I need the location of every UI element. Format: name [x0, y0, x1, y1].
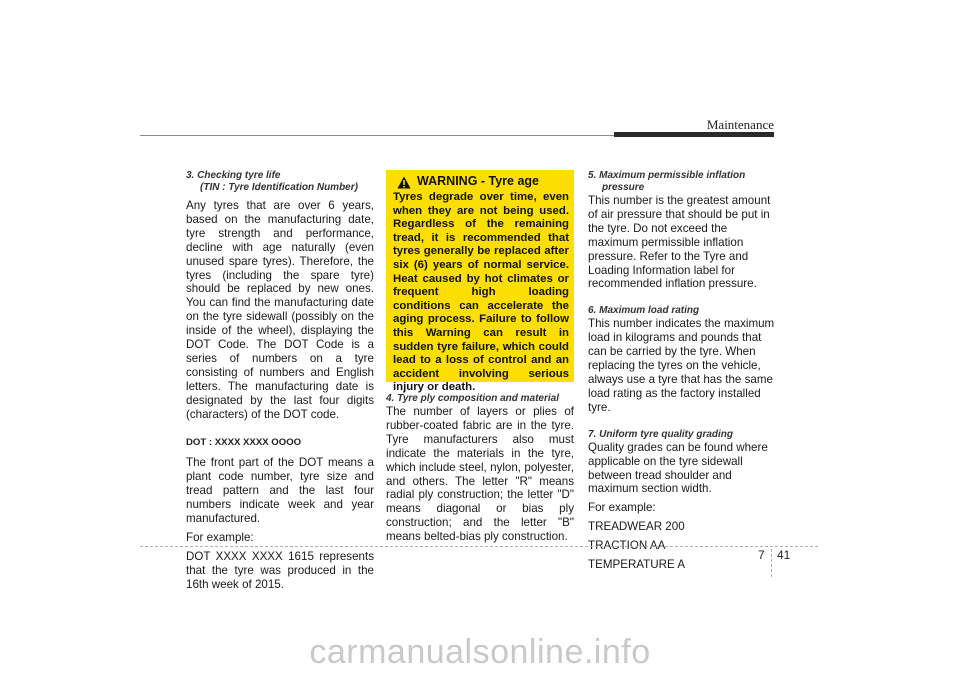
page-number: 41	[777, 548, 791, 562]
chapter-number: 7	[758, 548, 765, 562]
warning-body: Tyres degrade over time, even when they are not being used. Regardless of the remaining tread, it is recommended that tyres generally be replaced after six (6) years of normal service. Heat caused by hot climates or frequent high loading conditions can accelerate the aging process. Failure to follow this Warning can result in sudden tyre failure, which could lead to a loss of control and an accident involving serious injury or death.	[393, 191, 569, 394]
page-number-separator	[771, 549, 772, 577]
paragraph: This number indicates the maximum load in kilograms and pounds that can be carried by the tyre. When replacing the tyres on the vehicle, always use a tyre that has the same load rating as the factory installed tyre.	[588, 317, 775, 414]
watermark: carmanualsonline.info	[309, 633, 651, 671]
paragraph: Quality grades can be found where applicable on the tyre sidewall between tread shoulder and maximum section width.	[588, 440, 768, 496]
grading-line: TEMPERATURE A	[588, 558, 686, 572]
paragraph: For example:	[186, 530, 254, 544]
paragraph: The number of layers or plies of rubber-coated fabric are in the tyre. Tyre manufacturers also must indicate the materials in the tyre, which include steel, nylon, polyester, and others. The letter "R" means radial ply construction; the letter "D" means diagonal or bias ply construction; and the letter "B" means belted-bias ply construction.	[386, 405, 574, 544]
warning-triangle-icon	[397, 176, 411, 189]
warning-title: WARNING - Tyre age	[417, 174, 540, 189]
warning-box	[386, 170, 574, 394]
header-rule	[140, 135, 614, 136]
paragraph: This number is the greatest amount of air pressure that should be put in the tyre. Do not exceed the maximum permissible inflation pressure. Refer to the Tyre and Loading Information label for recommended inflation pressure.	[588, 194, 771, 291]
paragraph: DOT XXXX XXXX 1615 represents that the tyre was produced in the 16th week of 2015.	[186, 549, 374, 591]
grading-line: TRACTION AA	[588, 539, 666, 553]
section-title-6: 6. Maximum load rating	[588, 305, 700, 317]
grading-line: TREADWEAR 200	[588, 520, 685, 534]
section-subtitle-3: (TIN : Tyre Identification Number)	[200, 182, 358, 193]
paragraph: The front part of the DOT means a plant code number, tyre size and tread pattern and the last four numbers indicate week and year manufactured.	[186, 456, 374, 526]
section-title-7: 7. Uniform tyre quality grading	[588, 428, 734, 440]
column-middle	[386, 393, 574, 544]
warning-header	[397, 174, 569, 190]
header-rule-accent	[614, 132, 774, 137]
section-title-4: 4. Tyre ply composition and material	[386, 393, 560, 404]
section-title-5: 5. Maximum permissible inflation pressure	[588, 170, 746, 193]
column-left	[186, 170, 374, 592]
paragraph: For example:	[588, 501, 656, 515]
dot-code-format: DOT : XXXX XXXX OOOO	[186, 436, 302, 448]
section-title: Maintenance	[706, 117, 774, 132]
paragraph: Any tyres that are over 6 years, based on the manufacturing date, tyre strength and performance, decline with age naturally (even unused spare tyres). Therefore, the tyres (including the spare tyre) should be replaced by new ones. You can find the manufacturing date on the tyre sidewall (possibly on the inside of the wheel), displaying the DOT Code. The DOT Code is a series of numbers on a tyre consisting of numbers and English letters. The manufacturing date is designated by the last four digits (characters) of the DOT code.	[186, 199, 374, 421]
footer-rule	[140, 546, 818, 547]
section-title-3: 3. Checking tyre life (TIN : Tyre Identification Number)	[186, 170, 374, 194]
column-right	[588, 170, 776, 572]
